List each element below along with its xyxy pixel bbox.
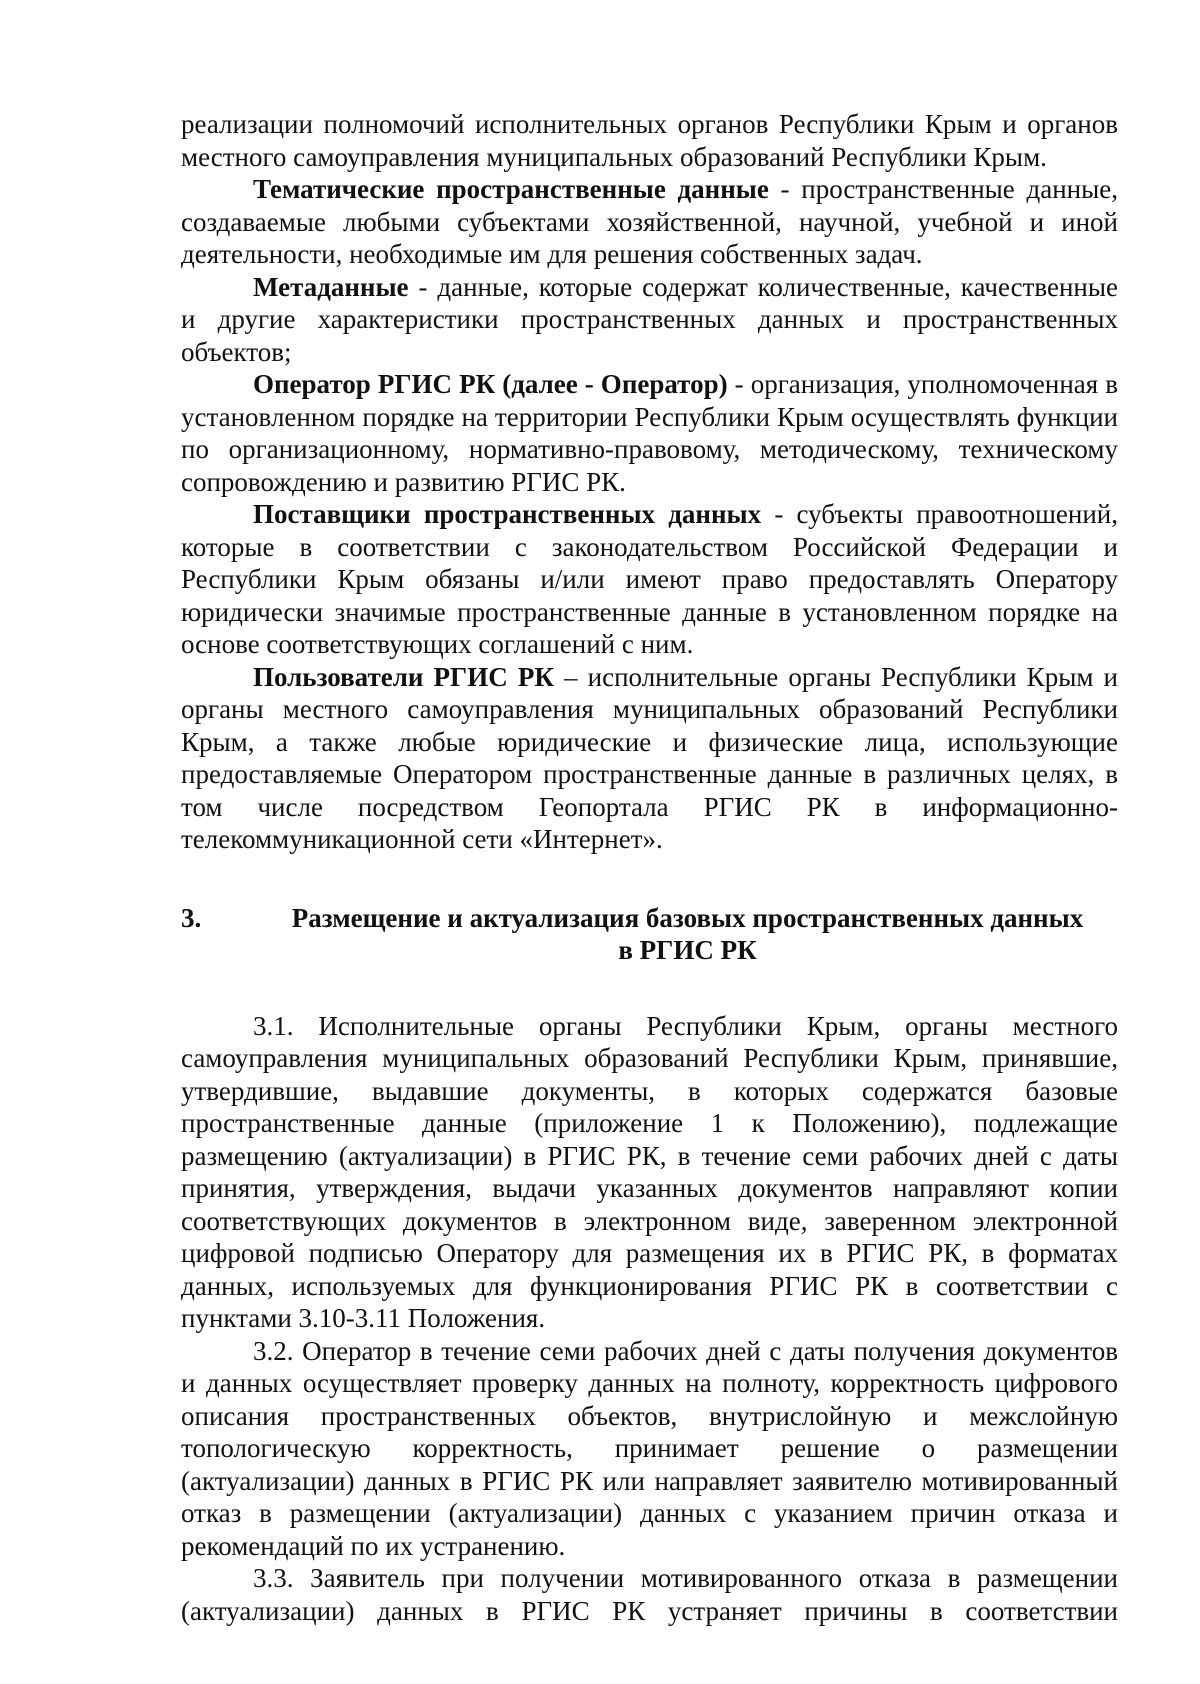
definition-text: – исполнительные органы Республики Крым и органы местного самоуправления муниципальных образований Республики Крым, а также любые юридические и физические лица, использующие предоставляемые Оператором пространственные данные в различных целях, в том числе посредством Геопортала РГИС РК в информационно-телекоммуникационной сети «Интернет». [181,661,1118,854]
definition-users [181,661,1118,856]
definition-text: - данные, которые содержат количественные, качественные и другие характеристики пространственных данных и пространственных объектов; [181,271,1118,367]
section-title-line-1: Размещение и актуализация базовых пространственных данных [291,902,1084,933]
term-operator: Оператор РГИС РК (далее - Оператор) [253,369,728,399]
definition-metadata [181,271,1118,369]
definition-text: - пространственные данные, создаваемые любыми субъектами хозяйственной, научной, учебной и иной деятельности, необходимые им для решения собственных задач. [181,174,1118,269]
section-title [257,902,1118,966]
clause-3-3: 3.3. Заявитель при получении мотивированного отказа в размещении (актуализации) данных в РГИС РК устраняет причины в соответствии [181,1563,1118,1626]
section-heading [181,902,1118,966]
term-users: Пользователи РГИС РК [253,661,554,692]
term-suppliers: Поставщики пространственных данных [253,499,762,529]
term-thematic-data: Тематические пространственные данные [253,174,769,204]
section-number: 3. [181,902,202,933]
term-metadata: Метаданные [253,271,409,302]
clause-3-1: 3.1. Исполнительные органы Республики Крым, органы местного самоуправления муниципальных образований Республики Крым, принявшие, утвердившие, выдавшие документы, в которых содержатся базовые пространственные данные (приложение 1 к Положению), подлежащие размещению (актуализации) в РГИС РК, в течение семи рабочих дней с даты принятия, утверждения, выдачи указанных документов направляют копии соответствующих документов в электронном виде, заверенном электронной цифровой подписью Оператору для размещения их в РГИС РК, в форматах данных, используемых для функционирования РГИС РК в соответствии с пунктами 3.10-3.11 Положения. [181,1010,1118,1333]
clause-3-2: 3.2. Оператор в течение семи рабочих дней с даты получения документов и данных осуществляет проверку данных на полноту, корректность цифрового описания пространственных объектов, внутрислойную и межслойную топологическую корректность, принимает решение о размещении (актуализации) данных в РГИС РК или направляет заявителю мотивированный отказ в размещении (актуализации) данных с указанием причин отказа и рекомендаций по их устранению. [181,1335,1118,1561]
definition-text: - субъекты правоотношений, которые в соответствии с законодательством Российской Федерации и Республики Крым обязаны и/или имеют право предоставлять Оператору юридически значимые пространственные данные в установленном порядке на основе соответствующих соглашений с ним. [181,499,1118,659]
definition-thematic-data [181,173,1118,271]
definition-suppliers [181,498,1118,661]
paragraph-intro: реализации полномочий исполнительных органов Республики Крым и органов местного самоуправления муниципальных образований Республики Крым. [181,109,1118,172]
page-content [181,108,1118,1627]
definition-operator [181,368,1118,498]
section-title-line-2: в РГИС РК [618,934,757,965]
definition-text: - организация, уполномоченная в установленном порядке на территории Республики Крым осуществлять функции по организационному, нормативно-правовому, методическому, техническому сопровождению и развитию РГИС РК. [181,369,1118,497]
